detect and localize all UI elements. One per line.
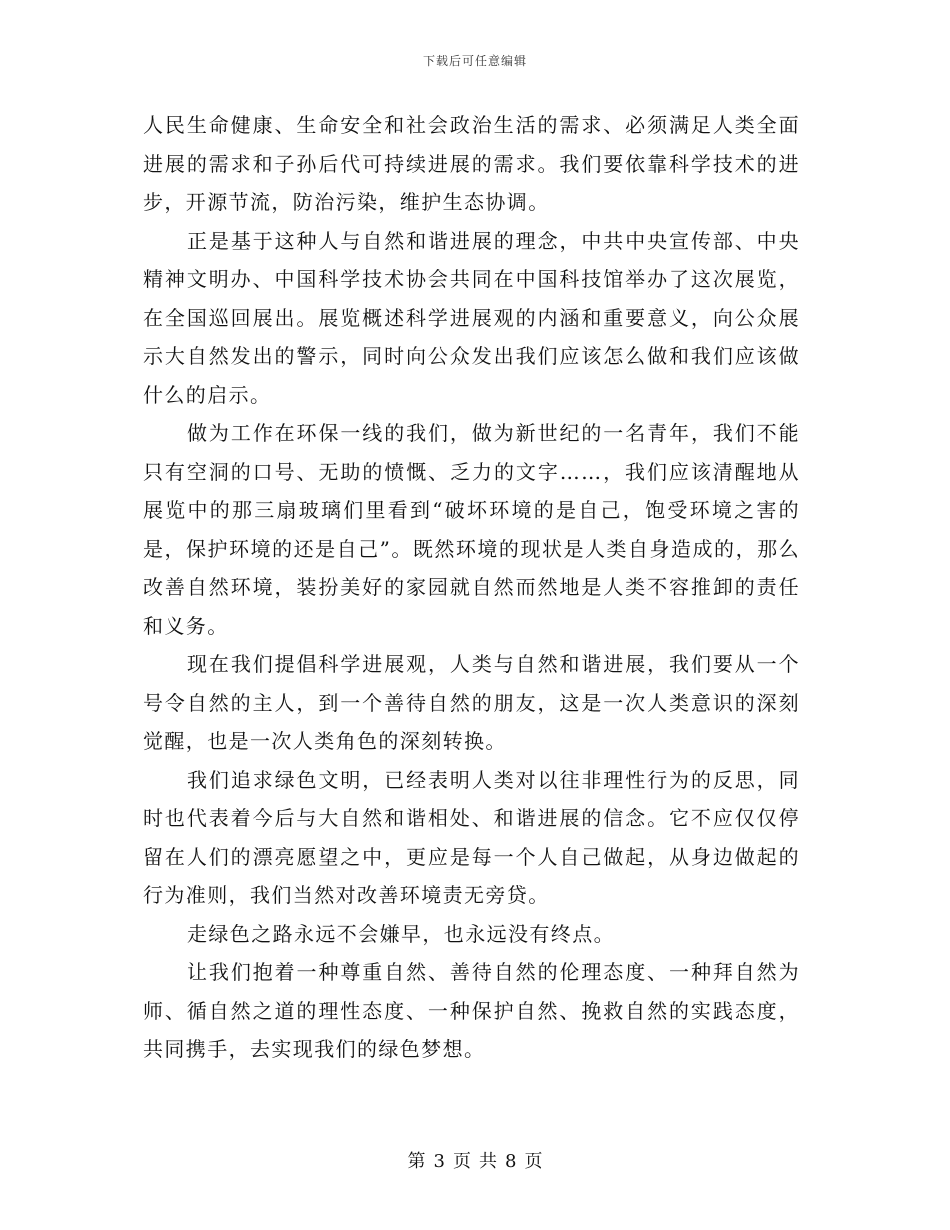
paragraph: 走绿色之路永远不会嫌早，也永远没有终点。 (187, 921, 615, 946)
footer-word-total: 共 (479, 1151, 497, 1172)
footer-suffix: 页 (524, 1151, 543, 1172)
paragraph: 让我们抱着一种尊重自然、善待自然的伦理态度、一种拜自然为师、循自然之道的理性态度、一种保护自然、挽救自然的实践态度，共同携手，去实现我们的绿色梦想。 (143, 960, 800, 1061)
page-number: 3 (433, 1151, 445, 1172)
footer-prefix: 第 (407, 1151, 426, 1172)
paragraph: 我们追求绿色文明，已经表明人类对以往非理性行为的反思，同时也代表着今后与大自然和谐相处、和谐进展的信念。它不应仅仅停留在人们的漂亮愿望之中，更应是每一个人自己做起，从身边做起的行为准则，我们当然对改善环境责无旁贷。 (143, 767, 800, 907)
page-header-note: 下载后可任意编辑 (422, 54, 527, 68)
document-body (143, 106, 800, 1069)
footer-word-page: 页 (453, 1151, 471, 1172)
paragraph: 做为工作在环保一线的我们，做为新世纪的一名青年，我们不能只有空洞的口号、无助的愤慨、乏力的文字……，我们应该清醒地从展览中的那三扇玻璃们里看到“破坏环境的是自己，饱受环境之害的是，保护环境的还是自己”。既然环境的现状是人类自身造成的，那么改善自然环境，装扮美好的家园就自然而然地是人类不容推卸的责任和义务。 (143, 421, 800, 638)
total-pages: 8 (505, 1151, 517, 1172)
paragraph: 正是基于这种人与自然和谐进展的理念，中共中央宣传部、中央精神文明办、中国科学技术协会共同在中国科技馆举办了这次展览，在全国巡回展出。展览概述科学进展观的内涵和重要意义，向公众展示大自然发出的警示，同时向公众发出我们应该怎么做和我们应该做什么的启示。 (143, 228, 800, 407)
page-footer (0, 1147, 950, 1173)
paragraph: 现在我们提倡科学进展观，人类与自然和谐进展，我们要从一个号令自然的主人，到一个善待自然的朋友，这是一次人类意识的深刻觉醒，也是一次人类角色的深刻转换。 (143, 652, 800, 753)
paragraph-continuation: 人民生命健康、生命安全和社会政治生活的需求、必须满足人类全面进展的需求和子孙后代可持续进展的需求。我们要依靠科学技术的进步，开源节流，防治污染，维护生态协调。 (143, 113, 800, 214)
